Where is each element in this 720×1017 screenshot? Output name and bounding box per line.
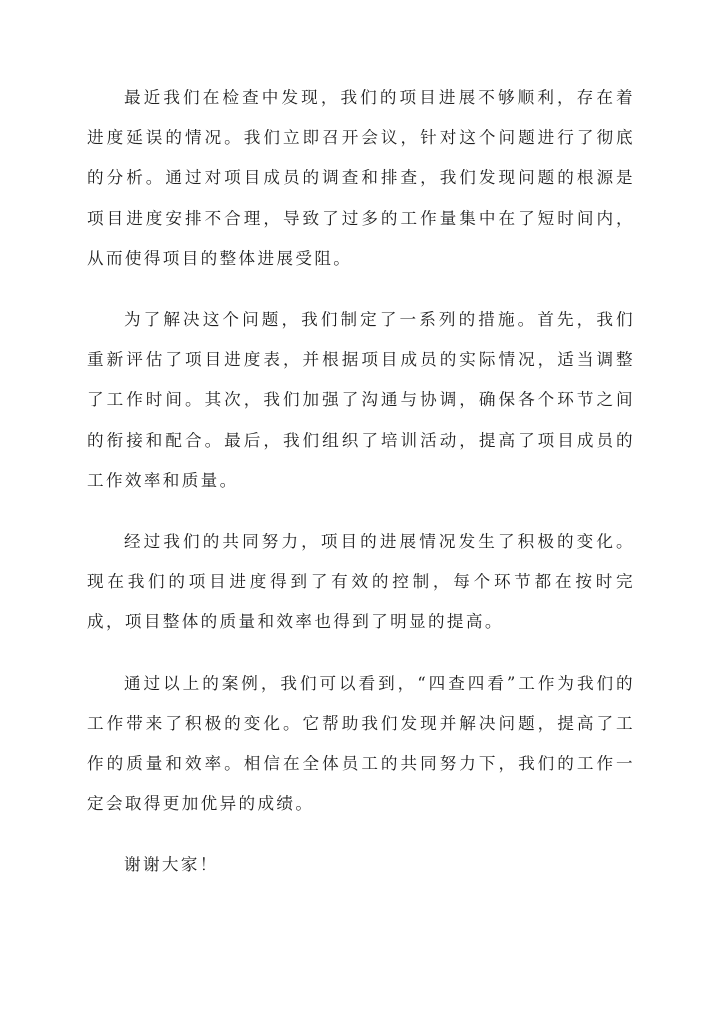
paragraph-1: 最近我们在检查中发现，我们的项目进展不够顺利，存在着进度延误的情况。我们立即召开会议，针对这个问题进行了彻底的分析。通过对项目成员的调查和排查，我们发现问题的根源是项目进度安排不合理，导致了过多的工作量集中在了短时间内，从而使得项目的整体进展受阻。 <box>87 88 635 268</box>
paragraph-3: 经过我们的共同努力，项目的进展情况发生了积极的变化。现在我们的项目进度得到了有效的控制，每个环节都在按时完成，项目整体的质量和效率也得到了明显的提高。 <box>87 532 635 632</box>
paragraph-4: 通过以上的案例，我们可以看到，“四查四看”工作为我们的工作带来了积极的变化。它帮助我们发现并解决问题，提高了工作的质量和效率。相信在全体员工的共同努力下，我们的工作一定会取得更加优异的成绩。 <box>87 673 635 814</box>
document-body <box>87 78 635 886</box>
paragraph-2: 为了解决这个问题，我们制定了一系列的措施。首先，我们重新评估了项目进度表，并根据项目成员的实际情况，适当调整了工作时间。其次，我们加强了沟通与协调，确保各个环节之间的衔接和配合。最后，我们组织了培训活动，提高了项目成员的工作效率和质量。 <box>87 310 635 490</box>
closing-line: 谢谢大家！ <box>124 855 219 875</box>
